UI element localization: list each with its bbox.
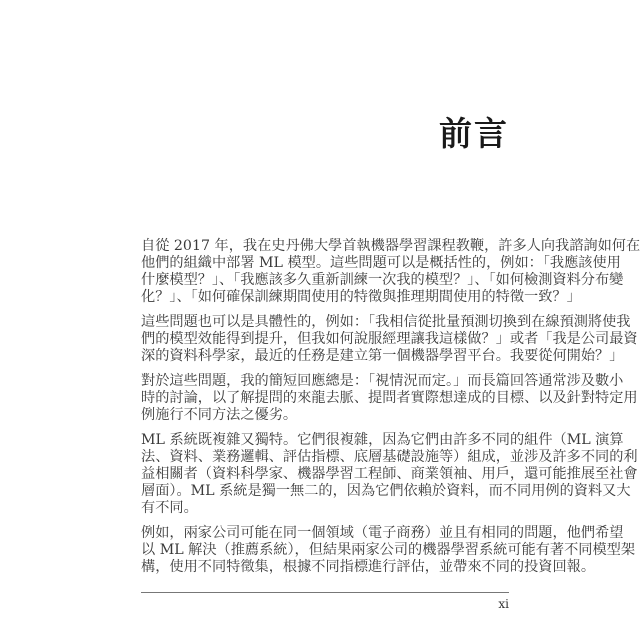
text-line: 對於這些問題，我的簡短回應總是：「視情況而定。」而長篇回答通常涉及數小: [141, 373, 624, 389]
chapter-title: 前言: [439, 114, 509, 153]
text-line: 層面）。ML 系統是獨一無二的，因為它們依賴於資料，而不同用例的資料又大: [141, 483, 631, 499]
text-line: 化？」、「如何確保訓練期間使用的特徵與推理期間使用的特徵一致？」: [141, 289, 581, 305]
footer-divider: [141, 592, 509, 593]
text-line: 例施行不同方法之優劣。: [141, 407, 298, 423]
paragraph-5: [141, 525, 636, 576]
text-line: 自從 2017 年，我在史丹佛大學首執機器學習課程教鞭，許多人向我諮詢如何在: [141, 238, 640, 254]
body-text: [141, 238, 640, 584]
text-line: 他們的組織中部署 ML 模型。這些問題可以是概括性的，例如：「我應該使用: [141, 255, 621, 271]
paragraph-4: [141, 432, 638, 517]
text-line: ML 系統既複雜又獨特。它們很複雜，因為它們由許多不同的組件（ML 演算: [141, 432, 624, 448]
paragraph-1: [141, 238, 640, 306]
text-line: 這些問題也可以是具體性的，例如：「我相信從批量預測切換到在線預測將使我: [141, 314, 631, 330]
text-line: 們的模型效能得到提升，但我如何說服經理讓我這樣做？」或者「我是公司最資: [141, 331, 638, 347]
text-line: 有不同。: [141, 500, 198, 516]
page-number: xi: [498, 597, 509, 611]
text-line: 益相關者（資料科學家、機器學習工程師、商業領袖、用戶，還可能推展至社會: [141, 466, 638, 482]
text-line: 什麼模型？」、「我應該多久重新訓練一次我的模型？」、「如何檢測資料分布變: [141, 272, 624, 288]
text-line: 構，使用不同特徵集，根據不同指標進行評估，並帶來不同的投資回報。: [141, 559, 596, 575]
paragraph-3: [141, 373, 638, 424]
paragraph-2: [141, 314, 638, 365]
text-line: 例如，兩家公司可能在同一個領域（電子商務）並且有相同的問題，他們希望: [141, 525, 624, 541]
text-line: 法、資料、業務邏輯、評估指標、底層基礎設施等）組成，並涉及許多不同的利: [141, 449, 638, 465]
text-line: 深的資料科學家，最近的任務是建立第一個機器學習平台。我要從何開始？」: [141, 348, 624, 364]
text-line: 以 ML 解決（推薦系統），但結果兩家公司的機器學習系統可能有著不同模型架: [141, 542, 636, 558]
text-line: 時的討論，以了解提問的來龍去脈、提問者實際想達成的目標、以及針對特定用: [141, 390, 638, 406]
